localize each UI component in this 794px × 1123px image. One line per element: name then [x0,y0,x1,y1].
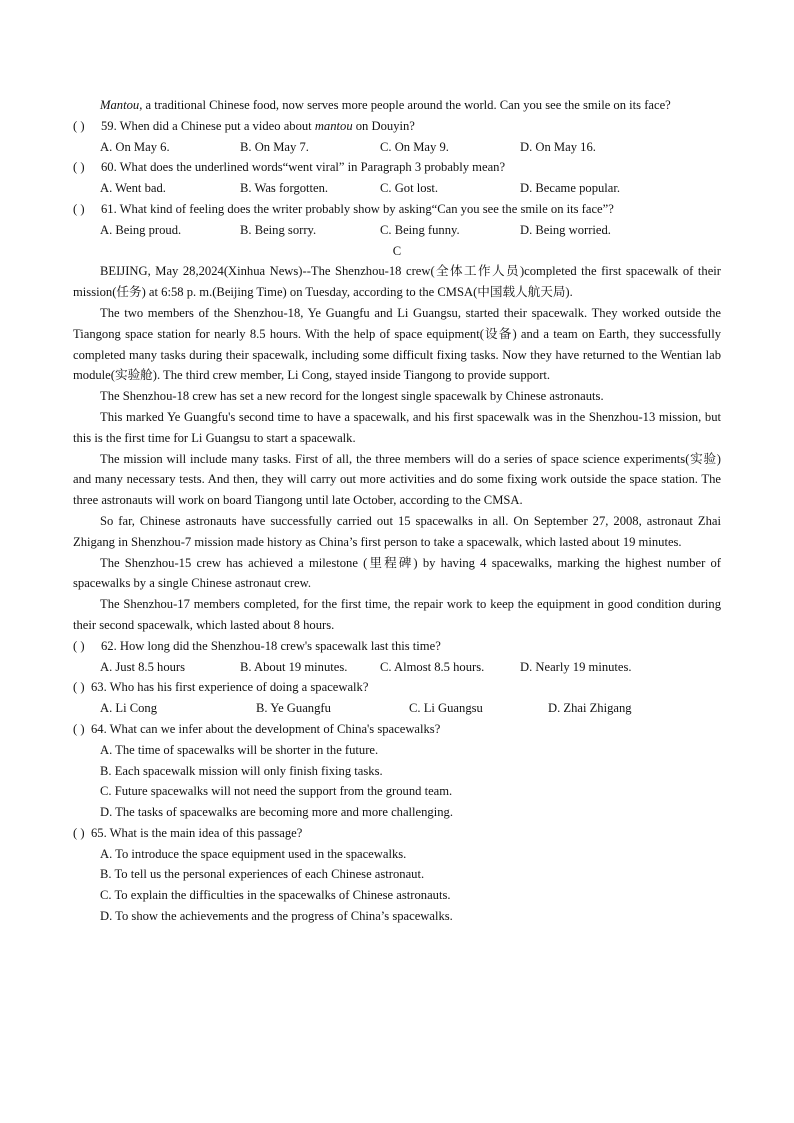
passage-c-paragraph-4: This marked Ye Guangfu's second time to have a spacewalk, and his first spacewalk was in the Shenzhou-13 mission, but this is the first time for Li Guangsu to start a spacewalk. [73,409,721,445]
option-d: D. The tasks of spacewalks are becoming more and more challenging. [100,805,453,820]
question-text: 61. What kind of feeling does the writer probably show by asking“Can you see the smile on its face”? [101,201,614,216]
option-d: D. Zhai Zhigang [548,701,632,716]
question-61-options [73,220,721,241]
option-d: D. Nearly 19 minutes. [520,659,632,674]
question-text: 63. Who has his first experience of doing a spacewalk? [91,680,369,695]
mantou-italic: Mantou [100,98,140,112]
passage-c-paragraph-8: The Shenzhou-17 members completed, for the first time, the repair work to keep the equipment in good condition during their second spacewalk, which lasted about 8 hours. [73,597,721,632]
option-d: D. On May 16. [520,139,596,154]
answer-blank[interactable]: ( ) [73,721,85,736]
question-text: 59. When did a Chinese put a video about [101,118,315,133]
passage-c-paragraph-5: The mission will include many tasks. First of all, the three members will do a series of space science experiments(实验) and many necessary tests. And then, they will carry out more activities and do some fixing work outside the space station. The three astronauts will work on board Tiangong until late October, according to the CMSA. [73,451,721,508]
option-a: A. Being proud. [100,222,182,237]
question-63 [73,677,721,698]
passage-c-paragraph-2: The two members of the Shenzhou-18, Ye Guangfu and Li Guangsu, started their spacewalk. They worked outside the Tiangong space station for nearly 8.5 hours. With the help of space equipment(设备) and a team on Earth, they successfully completed many tasks during their spacewalk, including some difficult fixing tasks. Now they have returned to the Wentian lab module(实验舱). The third crew member, Li Cong, stayed inside Tiangong to provide support. [73,305,721,383]
option-a: A. To introduce the space equipment used in the spacewalks. [100,846,407,861]
option-d: D. Became popular. [520,181,621,196]
question-60 [73,157,721,178]
question-65 [73,823,721,844]
option-a: A. Just 8.5 hours [100,659,186,674]
answer-blank[interactable]: ( ) [73,825,85,840]
option-b: B. Each spacewalk mission will only finish fixing tasks. [100,763,383,778]
answer-blank[interactable]: ( ) [73,638,85,653]
answer-blank[interactable]: ( ) [73,118,85,133]
option-b: B. Ye Guangfu [256,701,331,716]
answer-blank[interactable]: ( ) [73,160,85,175]
option-c: C. Almost 8.5 hours. [380,659,485,674]
question-62-options [73,657,721,678]
question-59-options [73,137,721,158]
option-a: A. Went bad. [100,181,166,196]
option-b: B. Was forgotten. [240,181,329,196]
option-d: D. Being worried. [520,222,611,237]
option-c: C. Future spacewalks will not need the support from the ground team. [100,784,453,799]
option-c: C. Being funny. [380,222,460,237]
option-b: B. To tell us the personal experiences of each Chinese astronaut. [100,867,425,882]
question-text: 60. What does the underlined words“went viral” in Paragraph 3 probably mean? [101,160,506,175]
option-a: A. The time of spacewalks will be shorter in the future. [100,742,379,757]
option-a: A. Li Cong [100,701,158,716]
passage-b-last-paragraph [73,95,721,116]
question-64 [73,719,721,740]
question-61 [73,199,721,220]
question-59 [73,116,721,137]
option-a: A. On May 6. [100,139,170,154]
option-c: C. On May 9. [380,139,449,154]
option-c: C. To explain the difficulties in the spacewalks of Chinese astronauts. [100,888,451,903]
question-text: 62. How long did the Shenzhou-18 crew's spacewalk last this time? [101,638,441,653]
question-text: 65. What is the main idea of this passage? [91,825,303,840]
option-b: B. About 19 minutes. [240,659,348,674]
answer-blank[interactable]: ( ) [73,201,85,216]
answer-blank[interactable]: ( ) [73,680,85,695]
passage-c-paragraph-1: BEIJING, May 28,2024(Xinhua News)--The Shenzhou-18 crew(全体工作人员)completed the first spacewalk of their mission(任务) at 6:58 p. m.(Beijing Time) on Tuesday, according to the CMSA(中国载人航天局). [73,264,721,300]
question-62 [73,636,721,657]
option-b: B. Being sorry. [240,222,317,237]
paragraph-text: , a traditional Chinese food, now serves more people around the world. Can you see the smile on its face? [139,98,671,112]
option-b: B. On May 7. [240,139,309,154]
option-d: D. To show the achievements and the progress of China’s spacewalks. [100,909,453,924]
question-63-options [73,698,721,719]
option-c: C. Li Guangsu [409,701,483,716]
passage-c-paragraph-7: The Shenzhou-15 crew has achieved a milestone (里程碑) by having 4 spacewalks, marking the highest number of spacewalks by a single Chinese astronaut crew. [73,555,721,591]
question-italic: mantou [314,118,353,133]
question-text: 64. What can we infer about the development of China's spacewalks? [91,721,441,736]
passage-c-paragraph-3: The Shenzhou-18 crew has set a new record for the longest single spacewalk by Chinese astronauts. [100,389,604,404]
option-c: C. Got lost. [380,181,439,196]
passage-c-paragraph-6: So far, Chinese astronauts have successfully carried out 15 spacewalks in all. On September 27, 2008, astronaut Zhai Zhigang in Shenzhou-7 mission made history as China’s first person to take a spacewalk, which lasted about 19 minutes. [73,513,721,549]
question-60-options [73,178,721,199]
section-c-heading: C [392,243,402,258]
question-text-end: on Douyin? [352,118,415,133]
